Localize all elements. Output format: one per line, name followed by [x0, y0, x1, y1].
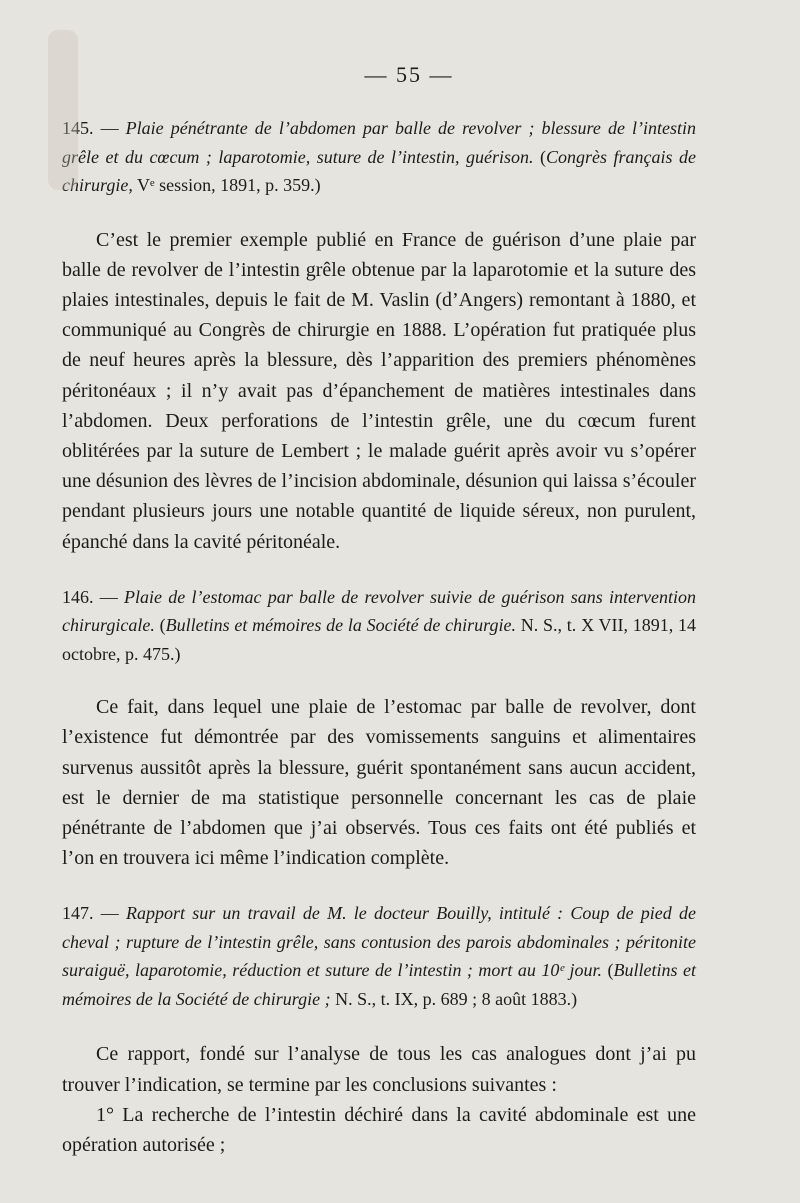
entry-147-source-journal: Bulletins et mémoires de la Société de chirurgie ; — [62, 960, 697, 1009]
entry-145-source-journal: Congrès français de chirurgie, — [62, 146, 696, 195]
entry-147-conclusion-1: 1° La recherche de l’intestin déchiré dans la cavité abdominale est une opération autorisée ; — [62, 1103, 696, 1157]
entry-145-title: Plaie pénétrante de l’abdomen par balle de revolver ; blessure de l’intestin grêle et du cœcum ; laparotomie, suture de l’intestin, guérison. — [62, 118, 696, 167]
entry-147-title: Rapport sur un travail de M. le docteur Bouilly, intitulé : Coup de pied de cheval ; rupture de l’intestin grêle, sans contusion des parois abdominales ; péritonite suraiguë, laparotomie, réduction et suture de l’intestin ; mort au 10ᵉ jour. — [62, 903, 697, 981]
entry-146-number: 146. — — [62, 586, 118, 607]
entry-147-number: 147. — — [62, 903, 119, 924]
entry-145-source-open: ( — [540, 146, 547, 167]
entry-145-source-details: Vᵉ session, 1891, p. 359.) — [137, 175, 321, 195]
entry-145-heading — [62, 114, 696, 200]
entry-146-heading — [62, 583, 696, 669]
entry-147-heading — [62, 899, 696, 1013]
entry-146-source-details: N. S., t. X VII, 1891, 14 octobre, p. 475.) — [62, 615, 697, 664]
entry-146-body: Ce fait, dans lequel une plaie de l’estomac par balle de revolver, dont l’existence fut démontrée par des vomissements sanguins et alimentaires survenus aussitôt après la blessure, guérit spontanément sans aucun accident, est le dernier de ma statistique personnelle concernant les cas de plaie pénétrante de l’abdomen que j’ai observés. Tous ces faits ont été publiés et l’on en trouvera ici même l’indication complète. — [62, 696, 696, 870]
entry-146-title: Plaie de l’estomac par balle de revolver suivie de guérison sans intervention chirurgicale. — [62, 586, 697, 636]
entry-147-source-details: N. S., t. IX, p. 689 ; 8 août 1883.) — [335, 988, 578, 1009]
paper-stain — [48, 30, 78, 190]
page-number: — 55 — — [364, 62, 454, 87]
entry-146-source-journal: Bulletins et mémoires de la Société de chirurgie. — [165, 615, 516, 636]
entry-145-number: 145. — — [62, 118, 119, 138]
entry-145-body: C’est le premier exemple publié en France de guérison d’une plaie par balle de revolver de l’intestin grêle obtenue par la laparotomie et la suture des plaies intestinales, depuis le fait de M. Vaslin (d’Angers) remontant à 1880, et communiqué au Congrès de chirurgie en 1888. L’opération fut pratiquée plus de neuf heures après la blessure, dès l’apparition des premiers phénomènes péritonéaux ; il n’y avait pas d’épanchement de matières intestinales dans l’abdomen. Deux perforations de l’intestin grêle, une du cœcum furent oblitérées par la suture de Lembert ; le malade guérit après avoir vu s’opérer une désunion des lèvres de l’incision abdominale, désunion qui laissa s’écouler pendant plusieurs jours une notable quantité de liquide séreux, non purulent, épanché dans la cavité péritonéale. — [62, 228, 696, 553]
entry-147-source-open: ( — [607, 960, 614, 981]
entry-147-body: Ce rapport, fondé sur l’analyse de tous les cas analogues dont j’ai pu trouver l’indication, se termine par les conclusions suivantes : — [62, 1043, 696, 1096]
entry-146-source-open: ( — [159, 615, 166, 636]
